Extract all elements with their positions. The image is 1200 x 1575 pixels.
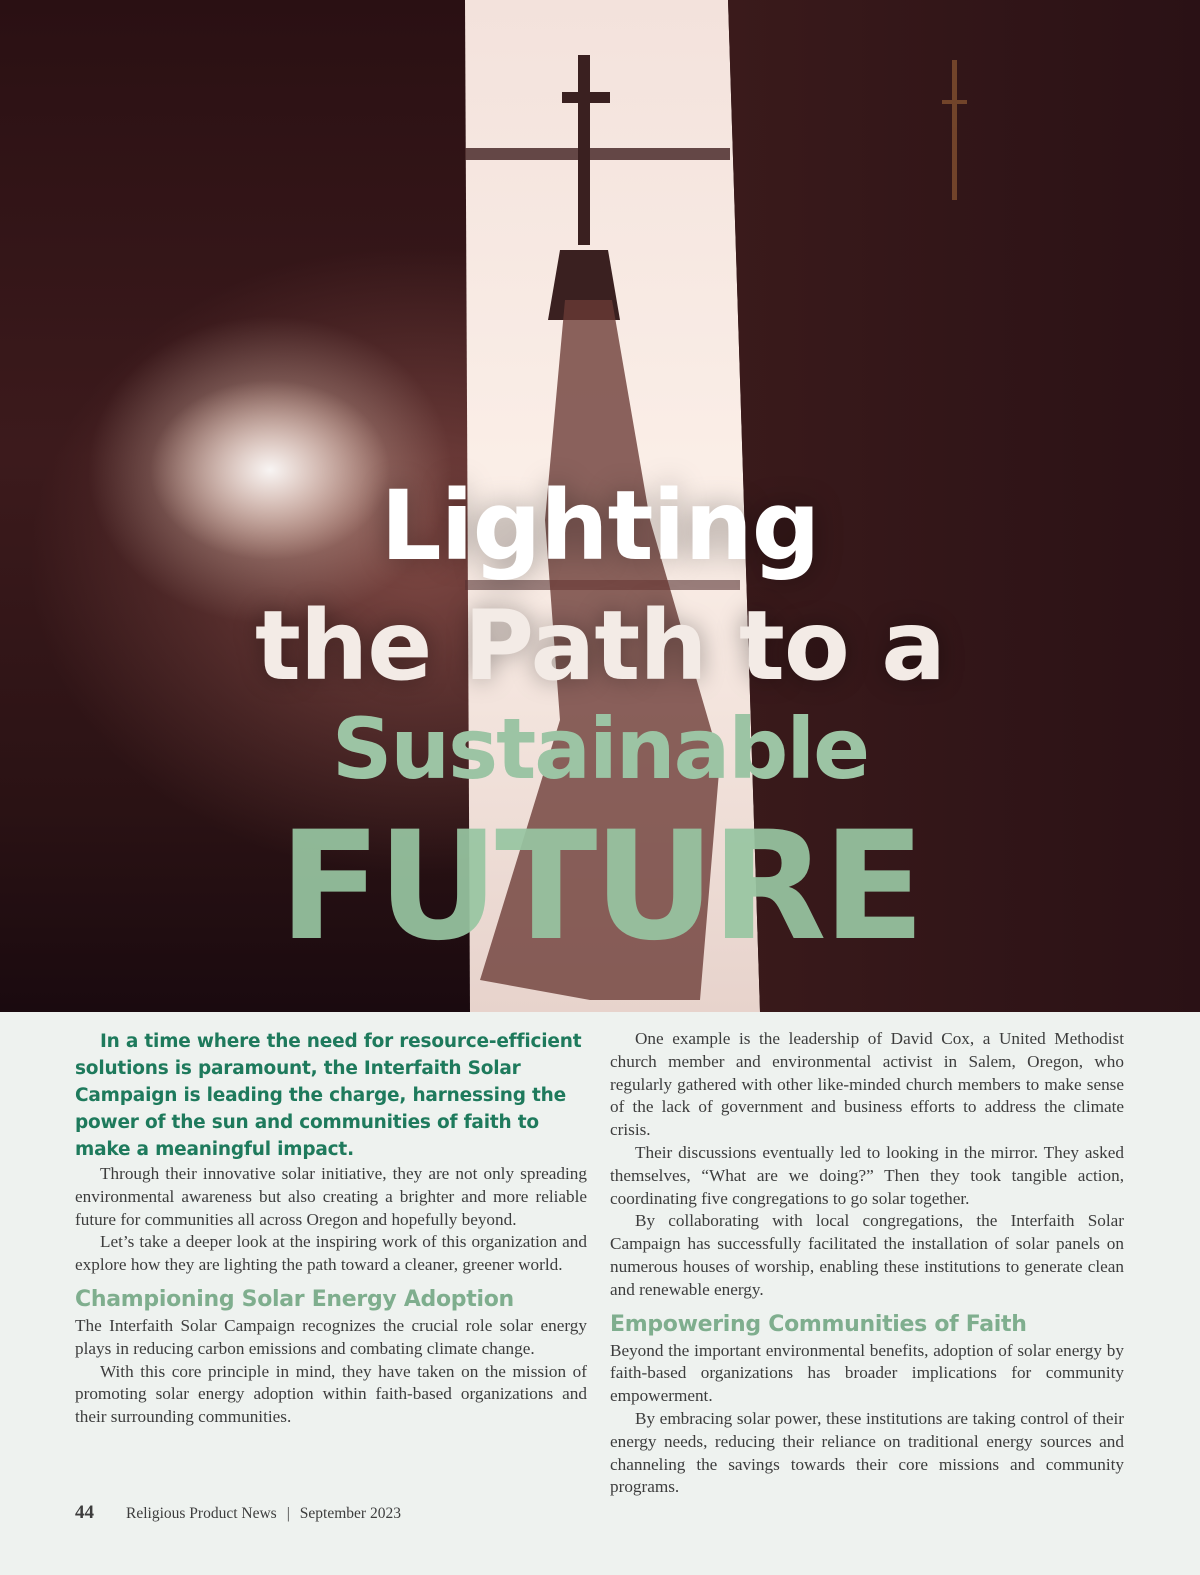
body-paragraph: Let’s take a deeper look at the inspiring work of this organization and explore how they are lighting the path toward a cleaner, greener world.: [75, 1232, 587, 1275]
footer-separator: |: [286, 1505, 290, 1522]
headline-line-1: Lighting: [380, 470, 820, 582]
headline-line-4: FUTURE: [278, 800, 922, 974]
body-paragraph: Their discussions eventually led to looking in the mirror. They asked themselves, “What are we doing?” Then they took tangible action, coordinating five congregations to go solar together.: [610, 1142, 1124, 1208]
lead-paragraph: In a time where the need for resource-efficient solutions is paramount, the Interfaith Solar Campaign is leading the charge, harnessing the power of the sun and communities of faith to make a meaningful impact.: [75, 1031, 582, 1160]
section-heading: Empowering Communities of Faith: [610, 1311, 1027, 1337]
body-paragraph: With this core principle in mind, they have taken on the mission of promoting solar energy adoption within faith-based organizations and their surrounding communities.: [75, 1361, 587, 1427]
body-paragraph: One example is the leadership of David Cox, a United Methodist church member and environmental activist in Salem, Oregon, who regularly gathered with other like-minded church members to make sense of the lack of government and business efforts to address the climate crisis.: [610, 1029, 1124, 1140]
right-wall: [728, 0, 1200, 1012]
body-paragraph: Through their innovative solar initiative, they are not only spreading environmental awareness but also creating a brighter and more reliable future for communities all across Oregon and hopefully beyond.: [75, 1164, 587, 1229]
publication-name: Religious Product News: [126, 1505, 277, 1522]
body-paragraph: By collaborating with local congregations, the Interfaith Solar Campaign has successfully facilitated the installation of solar panels on numerous houses of worship, enabling these institutions to generate clean and renewable energy.: [610, 1211, 1124, 1299]
page-footer: [75, 1502, 401, 1524]
article-right-column: [610, 1028, 1124, 1499]
body-paragraph: By embracing solar power, these institutions are taking control of their energy needs, reducing their reliance on traditional energy sources and channeling the savings towards their core missions and community programs.: [610, 1408, 1124, 1497]
article-left-column: [75, 1028, 587, 1429]
issue-date: September 2023: [299, 1505, 401, 1522]
headline-line-3: Sustainable: [331, 700, 869, 798]
body-paragraph: The Interfaith Solar Campaign recognizes the crucial role solar energy plays in reducing carbon emissions and combating climate change.: [75, 1315, 587, 1358]
body-paragraph: Beyond the important environmental benefits, adoption of solar energy by faith-based organizations has broader implications for community empowerment.: [610, 1340, 1124, 1406]
page-number: 44: [75, 1502, 94, 1523]
section-heading: Championing Solar Energy Adoption: [75, 1286, 514, 1312]
headline-line-2: the Path to a: [254, 590, 946, 702]
